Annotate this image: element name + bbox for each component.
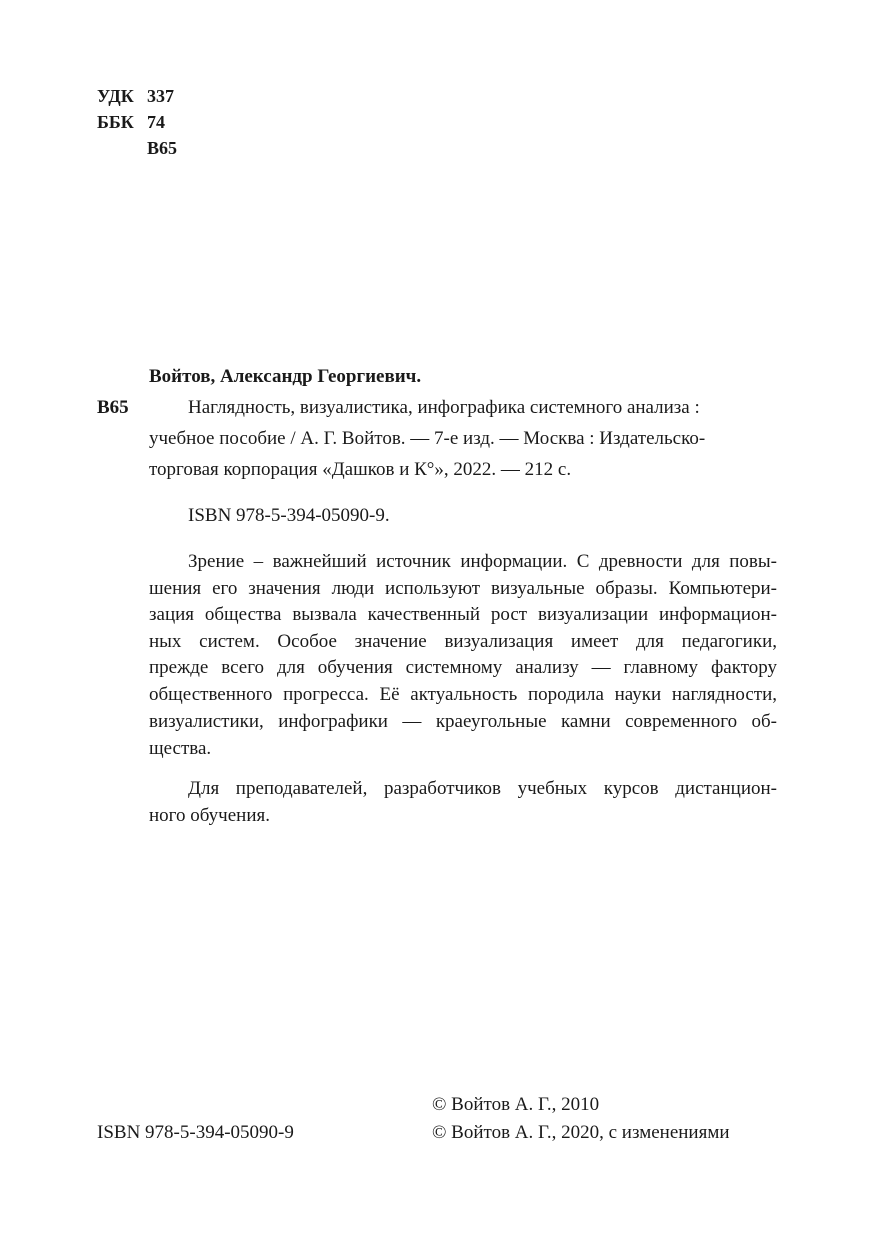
udk-line (97, 83, 177, 109)
annotation-line: прежде всего для обучения системному анализу — главному фактору (149, 657, 777, 678)
description-line-3: торговая корпорация «Дашков и К°», 2022. — 212 с. (149, 459, 572, 480)
author-heading: Войтов, Александр Георгиевич. (149, 366, 422, 387)
annotation-line: Зрение – важнейший источник информации. С древности для повы- (188, 551, 777, 572)
bbk-line (97, 109, 177, 135)
udk-value: 337 (147, 86, 174, 106)
annotation-line: щества. (149, 738, 212, 759)
record-author-mark: В65 (97, 397, 129, 418)
record-isbn: ISBN 978-5-394-05090-9. (188, 505, 390, 526)
annotation-line: зация общества вызвала качественный рост визуализации информацион- (149, 604, 777, 625)
author-mark-line (97, 135, 177, 161)
annotation-line: ных систем. Особое значение визуализация имеет для педагогики, (149, 631, 777, 652)
footer-copyright-2: © Войтов А. Г., 2020, с изменениями (432, 1122, 730, 1143)
author-mark-top: В65 (147, 138, 178, 158)
footer-copyright-1: © Войтов А. Г., 2010 (432, 1094, 600, 1115)
annotation-line: Для преподавателей, разработчиков учебных курсов дистанцион- (188, 778, 777, 799)
bbk-value: 74 (147, 112, 165, 132)
description-line-2: учебное пособие / А. Г. Войтов. — 7-е изд. — Москва : Издательско- (149, 428, 706, 449)
udk-label: УДК (97, 86, 134, 106)
annotation-line: шения его значения люди используют визуальные образы. Компьютери- (149, 578, 777, 599)
annotation-line: ного обучения. (149, 805, 270, 826)
classification-block (97, 83, 177, 161)
footer-isbn: ISBN 978-5-394-05090-9 (97, 1122, 294, 1143)
annotation-line: визуалистики, инфографики — краеугольные камни современного об- (149, 711, 777, 732)
description-line-1: Наглядность, визуалистика, инфографика системного анализа : (188, 397, 700, 418)
annotation-line: общественного прогресса. Её актуальность породила науки наглядности, (149, 684, 777, 705)
bbk-label: ББК (97, 112, 134, 132)
